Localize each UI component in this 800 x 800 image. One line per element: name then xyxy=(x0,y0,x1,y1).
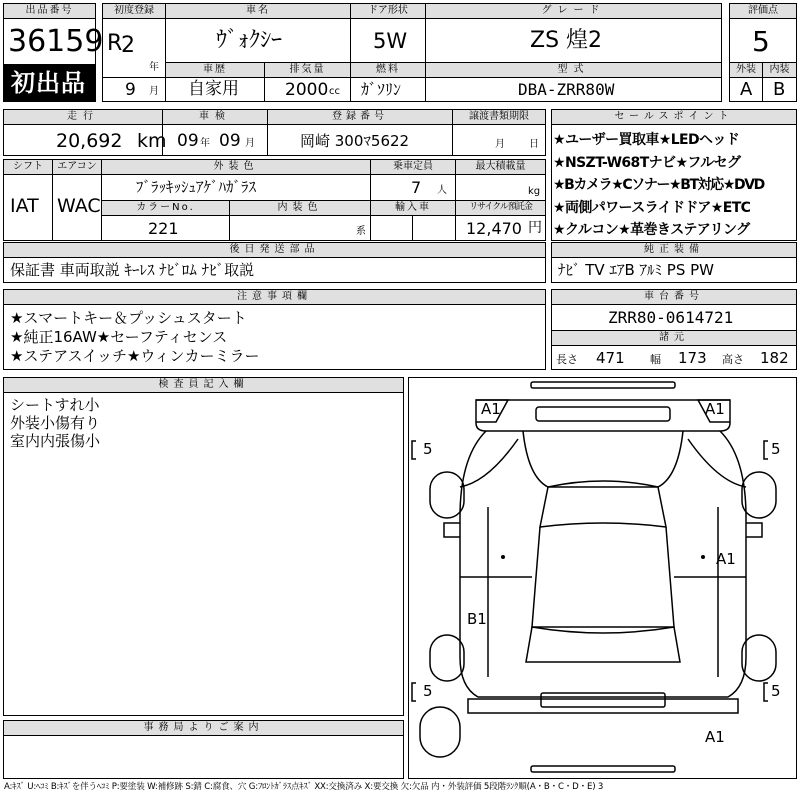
recycle-cell xyxy=(455,215,546,241)
inspection-label: 車検 xyxy=(162,109,268,125)
note-line: ★純正16AW★セーフティセンス xyxy=(10,328,228,346)
inspector-notes xyxy=(10,396,100,450)
damage-mark-a1-front-left: A1 xyxy=(481,400,501,418)
selling-points-list xyxy=(553,129,764,242)
equipment-label: 純正装備 xyxy=(551,242,797,258)
aircon-cell xyxy=(52,174,102,241)
aircon: WAC xyxy=(57,195,101,217)
note-line: ★スマートキー＆プッシュスタート xyxy=(10,309,247,327)
interior-grade-label: 内装 xyxy=(762,62,797,78)
shift-cell xyxy=(3,174,53,241)
fuel-label: 燃料 xyxy=(350,62,426,78)
bracket-fr xyxy=(764,441,768,459)
selling-point: ★Bカメラ★Cソナー★BT対応★DVD xyxy=(553,177,764,193)
max-load-label: 最大積載量 xyxy=(455,159,546,175)
damage-mark-a1-right-side: A1 xyxy=(716,550,736,568)
rear-plate xyxy=(541,693,665,707)
first-listing-badge-cell xyxy=(3,64,96,102)
tire-score-front-right: 5 xyxy=(771,440,781,458)
selling-point: ★ユーザー買取車★LEDヘッド xyxy=(553,132,740,148)
interior-color-cell xyxy=(229,215,371,241)
specs-label: 諸元 xyxy=(551,330,797,346)
bracket-rl xyxy=(412,683,416,701)
interior-color-unit: 系 xyxy=(356,226,366,237)
selling-points-label: セールスポイント xyxy=(551,109,797,125)
transfer-deadline-cell xyxy=(452,124,546,156)
aircon-label: エアコン xyxy=(52,159,102,175)
hood xyxy=(523,431,683,487)
first-reg-label: 初度登録 xyxy=(102,3,166,19)
color-no-label: カラーNo. xyxy=(101,200,230,216)
first-reg-era: R xyxy=(107,31,123,56)
tire-score-rear-left: 5 xyxy=(423,682,433,700)
tire-score-rear-right: 5 xyxy=(771,682,781,700)
inspection-month: 09 xyxy=(219,131,241,151)
mileage-unit: km xyxy=(137,130,167,152)
equipment: ﾅﾋﾞ TV ｴｱB ｱﾙﾐ PS PW xyxy=(558,261,714,279)
windshield xyxy=(540,481,666,527)
bracket-rr xyxy=(764,683,768,701)
color-no: 221 xyxy=(148,219,179,238)
grade-cell xyxy=(425,18,722,63)
plate-cell xyxy=(267,124,453,156)
lot-number: 36159 xyxy=(8,24,104,59)
score: 5 xyxy=(752,25,770,58)
interior-grade-cell xyxy=(762,77,797,102)
damage-mark-a1-rear: A1 xyxy=(705,728,725,746)
first-reg-month: 9 xyxy=(125,80,136,100)
transfer-deadline-label: 譲渡書類期限 xyxy=(452,109,546,125)
first-reg-month-unit: 月 xyxy=(149,86,159,97)
model-label: 型式 xyxy=(425,62,722,78)
first-reg-year: 2 xyxy=(121,33,135,58)
door-label: ドア形状 xyxy=(350,3,426,19)
exterior-grade: A xyxy=(740,79,753,100)
height: 182 xyxy=(760,349,789,367)
mirror-left xyxy=(444,523,460,537)
office-cell xyxy=(3,735,404,779)
tire-front-right xyxy=(742,472,776,518)
shift-label: シフト xyxy=(3,159,53,175)
plate-label: 登録番号 xyxy=(267,109,453,125)
recycle-unit: 円 xyxy=(528,220,542,236)
length-label: 長さ xyxy=(556,353,578,366)
capacity-cell xyxy=(370,174,456,201)
history-label: 車歴 xyxy=(165,62,265,78)
import-cell-2 xyxy=(412,215,456,241)
displacement-cell xyxy=(264,77,351,102)
inspector-line: 外装小傷有り xyxy=(10,414,101,432)
max-load-unit: kg xyxy=(528,186,541,197)
lot-label: 出品番号 xyxy=(3,3,96,19)
length: 471 xyxy=(596,349,625,367)
tire-front-left xyxy=(430,472,464,518)
tire-rear-left xyxy=(430,635,464,681)
rear-window xyxy=(526,627,680,662)
tire-score-front-left: 5 xyxy=(423,440,433,458)
mileage: 20,692 xyxy=(56,130,123,152)
score-cell xyxy=(729,18,797,63)
shift: IAT xyxy=(10,195,39,217)
car-name: ｳﾞｫｸｼｰ xyxy=(216,28,283,53)
color-cell xyxy=(101,174,371,201)
recycle: 12,470 xyxy=(466,219,522,238)
door-cell xyxy=(350,18,426,63)
front-fender-right xyxy=(688,439,746,487)
inspection-year: 09 xyxy=(177,131,199,151)
inspection-month-unit: 月 xyxy=(245,138,255,149)
exterior-grade-label: 外装 xyxy=(729,62,763,78)
displacement-label: 排気量 xyxy=(264,62,351,78)
equipment-cell xyxy=(551,257,797,283)
inspector-line: シートすれ小 xyxy=(10,396,100,414)
chassis-number: ZRR80-0614721 xyxy=(608,308,734,327)
rear-strip xyxy=(531,766,675,772)
grade: ZS 煌2 xyxy=(530,28,603,53)
color-no-cell xyxy=(101,215,230,241)
damage-mark-a1-front-right: A1 xyxy=(705,400,725,418)
car-name-label: 車名 xyxy=(165,3,351,19)
marker-dot-right xyxy=(701,555,705,559)
inspector-cell xyxy=(3,392,404,716)
inspector-line: 室内内張傷小 xyxy=(10,432,101,450)
later-parts: 保証書 車両取説 ｷｰﾚｽ ﾅﾋﾞﾛﾑ ﾅﾋﾞ取説 xyxy=(10,261,255,279)
transfer-deadline-day-unit: 日 xyxy=(529,139,539,150)
interior-color-label: 内装色 xyxy=(229,200,371,216)
door: 5W xyxy=(373,29,408,53)
office-label: 事務局よりご案内 xyxy=(3,720,404,736)
selling-point: ★クルコン★革巻きステアリング xyxy=(553,222,750,238)
selling-point: ★NSZT-W68Tナビ★フルセグ xyxy=(553,154,741,171)
history-cell xyxy=(165,77,265,102)
exterior-grade-cell xyxy=(729,77,763,102)
fuel-cell xyxy=(350,77,426,102)
width-label: 幅 xyxy=(650,353,661,366)
model-cell xyxy=(425,77,722,102)
color-label: 外装色 xyxy=(101,159,371,175)
displacement-unit: cc xyxy=(329,86,340,97)
rear-bumper xyxy=(468,699,738,713)
first-reg-year-cell xyxy=(102,18,166,78)
model: DBA-ZRR80W xyxy=(518,80,615,99)
first-reg-month-cell xyxy=(102,77,166,102)
inspection-year-unit: 年 xyxy=(200,138,210,149)
width: 173 xyxy=(678,349,707,367)
roof xyxy=(532,527,674,627)
bracket-fl xyxy=(412,441,416,459)
capacity-label: 乗車定員 xyxy=(370,159,456,175)
history: 自家用 xyxy=(188,79,239,99)
note-line: ★ステアスイッチ★ウィンカーミラー xyxy=(10,347,260,365)
car-name-cell xyxy=(165,18,351,63)
notes-list xyxy=(10,309,260,366)
selling-point: ★両側パワースライドドア★ETC xyxy=(553,199,751,216)
displacement: 2000 xyxy=(285,80,329,100)
legend: A:ｷｽﾞ U:ﾍｺﾐ B:ｷｽﾞを伴うﾍｺﾐ P:要塗装 W:補修跡 S:錆 C:腐食、穴 G:ﾌﾛﾝﾄｶﾞﾗｽ点ｷｽﾞ XX:交換済み X:要交換 欠:欠品 内・外装評価 5段階ﾗﾝｸ順(A・B・C・D・E) 3 xyxy=(4,782,604,792)
import-label: 輸入車 xyxy=(370,200,456,216)
capacity: 7 xyxy=(411,178,422,197)
first-listing-badge: 初出品 xyxy=(11,69,86,97)
fuel: ｶﾞｿﾘﾝ xyxy=(361,80,402,99)
front-bumper-strip xyxy=(531,382,675,388)
inspection-cell xyxy=(162,124,268,156)
max-load-cell xyxy=(455,174,546,201)
transfer-deadline-month-unit: 月 xyxy=(495,139,505,150)
exterior-color: ﾌﾞﾗｯｷｯｼｭｱｹﾞﾊｶﾞﾗｽ xyxy=(136,178,257,196)
damage-mark-b1: B1 xyxy=(467,610,487,628)
plate: 岡崎 300ﾏ5622 xyxy=(300,132,410,150)
score-label: 評価点 xyxy=(729,3,797,19)
chassis-label: 車台番号 xyxy=(551,289,797,305)
grade-label: グレード xyxy=(425,3,722,19)
notes-label: 注意事項欄 xyxy=(3,289,546,305)
mileage-label: 走行 xyxy=(3,109,163,125)
first-reg-year-unit: 年 xyxy=(149,62,159,73)
grille xyxy=(536,407,670,421)
capacity-unit: 人 xyxy=(437,185,447,196)
chassis-cell xyxy=(551,304,797,331)
marker-dot-left xyxy=(501,555,505,559)
specs-cell xyxy=(551,345,797,370)
interior-grade: B xyxy=(773,79,786,100)
later-parts-label: 後日発送部品 xyxy=(3,242,546,258)
recycle-label: リサイクル預託金 xyxy=(455,200,546,216)
mileage-cell xyxy=(3,124,167,156)
later-parts-cell xyxy=(3,257,546,283)
tire-rear-right xyxy=(742,635,776,681)
body-outline xyxy=(460,431,746,697)
lot-cell xyxy=(3,18,104,65)
height-label: 高さ xyxy=(722,353,744,366)
notes-cell xyxy=(3,304,546,370)
mirror-right xyxy=(746,523,762,537)
front-bumper xyxy=(476,400,730,431)
car-damage-diagram xyxy=(408,377,797,779)
spare-tire xyxy=(420,707,460,757)
import-cell xyxy=(370,215,413,241)
inspector-label: 検査員記入欄 xyxy=(3,377,404,393)
front-fender-left xyxy=(460,439,518,487)
selling-points-cell xyxy=(551,124,797,241)
damage-diagram-frame xyxy=(408,377,797,779)
